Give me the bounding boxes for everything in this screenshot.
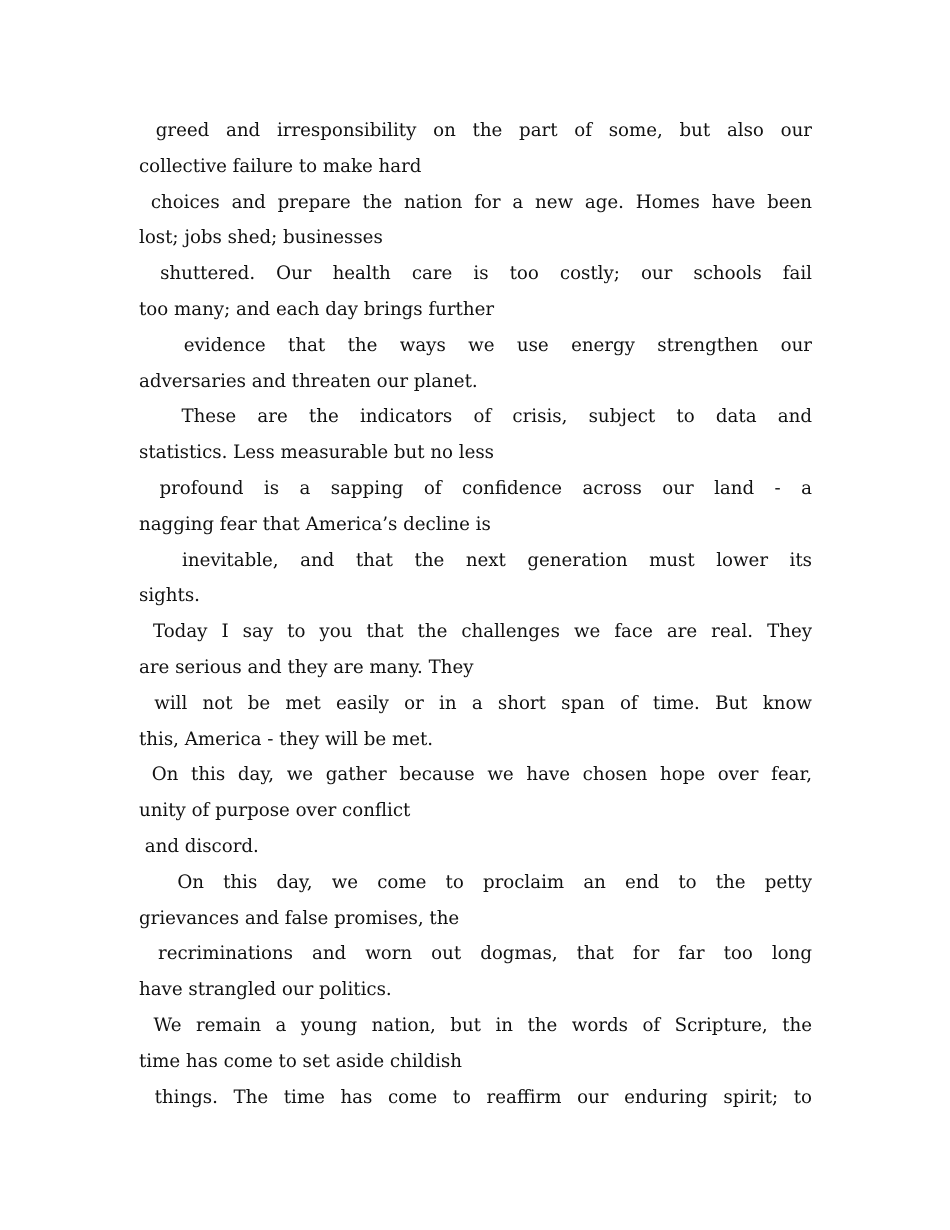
text-line: this, America - they will be met. [139,728,434,750]
text-line: We remain a young nation, but in the words of Scripture, the [139,1014,812,1036]
text-line: sights. [139,585,200,607]
text-line: shuttered. Our health care is too costly; our schools fail [139,263,812,285]
text-line: greed and irresponsibility on the part of some, but also our [139,120,812,141]
text-line: choices and prepare the nation for a new age. Homes have been [139,191,812,213]
text-line: grievances and false promises, the [139,907,460,929]
text-line: On this day, we come to proclaim an end to the petty [139,871,812,893]
text-line: are serious and they are many. They [139,656,474,678]
text-line: adversaries and threaten our planet. [139,370,478,392]
text-line: collective failure to make hard [139,155,422,177]
body-text [139,113,812,1115]
text-line: unity of purpose over conflict [139,800,411,822]
text-line: too many; and each day brings further [139,298,495,320]
text-line: nagging fear that America’s decline is [139,513,491,535]
text-line: profound is a sapping of confidence across our land - a [139,477,812,499]
text-line: recriminations and worn out dogmas, that for far too long [139,943,812,965]
text-line: inevitable, and that the next generation must lower its [139,549,812,571]
text-line: and discord. [139,835,259,857]
text-line: Today I say to you that the challenges we face are real. They [139,621,812,643]
text-line: lost; jobs shed; businesses [139,227,383,249]
text-line: will not be met easily or in a short span of time. But know [139,692,812,714]
text-line: These are the indicators of crisis, subject to data and [139,406,812,428]
text-line: On this day, we gather because we have chosen hope over fear, [139,764,812,786]
text-line: have strangled our politics. [139,979,392,1001]
text-line: things. The time has come to reaffirm our enduring spirit; to [139,1086,812,1108]
text-line: statistics. Less measurable but no less [139,442,495,464]
text-line: evidence that the ways we use energy strengthen our [139,334,812,356]
text-line: time has come to set aside childish [139,1050,462,1072]
